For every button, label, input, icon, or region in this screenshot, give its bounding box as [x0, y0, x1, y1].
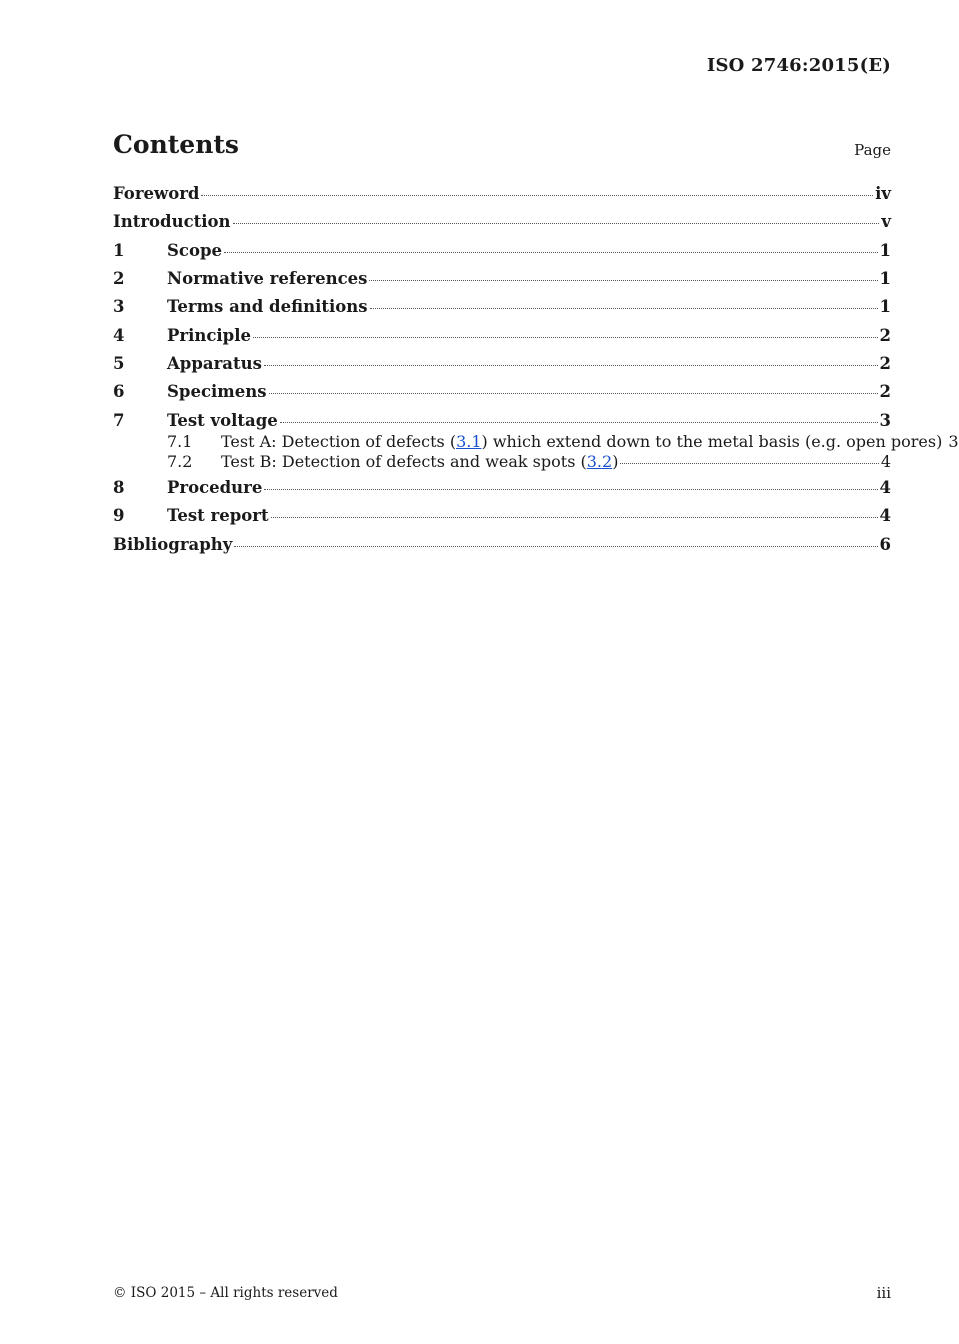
toc-entry-title: Normative references [167, 269, 368, 288]
dot-leader [369, 280, 877, 281]
clause-link-3-1[interactable]: 3.1 [456, 432, 482, 451]
dot-leader [370, 308, 878, 309]
toc-entry-page: 3 [948, 432, 959, 451]
toc-entry-page: 1 [879, 241, 891, 260]
toc-subentry-7-1[interactable] [113, 432, 959, 451]
toc-entry-number: 2 [113, 269, 125, 288]
toc-entry-title: Test report [167, 506, 269, 525]
page-number: iii [876, 1284, 891, 1302]
toc-entry-page: 4 [879, 478, 891, 497]
toc-entry-page: 2 [879, 326, 891, 345]
toc-entry-procedure[interactable] [113, 478, 891, 497]
dot-leader [271, 517, 878, 518]
toc-entry-page: iv [875, 184, 891, 203]
dot-leader [264, 489, 877, 490]
toc-entry-page: 2 [879, 354, 891, 373]
toc-entry-title: Terms and definitions [167, 297, 368, 316]
document-id: ISO 2746:2015(E) [706, 55, 891, 76]
page-column-label: Page [854, 141, 891, 159]
toc-entry-page: 4 [879, 506, 891, 525]
dot-leader [234, 546, 877, 547]
toc-entry-number: 7.1 [167, 432, 193, 451]
toc-entry-number: 6 [113, 382, 125, 401]
toc-entry-number: 1 [113, 241, 125, 260]
toc-entry-terms-and-definitions[interactable] [113, 297, 891, 316]
toc-entry-title: Scope [167, 241, 223, 260]
dot-leader [224, 252, 878, 253]
toc-entry-number: 4 [113, 326, 125, 345]
toc-entry-foreword[interactable] [113, 184, 891, 203]
toc-entry-title: Introduction [113, 212, 231, 231]
toc-entry-test-voltage[interactable] [113, 411, 891, 430]
toc-subentry-7-2[interactable] [113, 452, 891, 471]
dot-leader [944, 443, 946, 444]
toc-entry-page: 2 [879, 382, 891, 401]
dot-leader [233, 223, 880, 224]
copyright-notice: © ISO 2015 – All rights reserved [113, 1285, 338, 1301]
toc-entry-number: 8 [113, 478, 125, 497]
toc-entry-page: v [881, 212, 891, 231]
toc-entry-bibliography[interactable] [113, 535, 891, 554]
toc-entry-page: 1 [879, 297, 891, 316]
toc-entry-title: Bibliography [113, 535, 233, 554]
page-title: Contents [113, 130, 240, 159]
dot-leader [253, 337, 878, 338]
toc-entry-specimens[interactable] [113, 382, 891, 401]
toc-entry-title: Procedure [167, 478, 263, 497]
dot-leader [201, 195, 873, 196]
toc-entry-title: Apparatus [167, 354, 262, 373]
toc-entry-number: 9 [113, 506, 125, 525]
dot-leader [280, 422, 878, 423]
toc-entry-title: Specimens [167, 382, 267, 401]
toc-entry-title: Test A: Detection of defects (3.1) which extend down to the metal basis (e.g. open pores) [221, 432, 943, 451]
toc-entry-introduction[interactable] [113, 212, 891, 231]
toc-entry-number: 7 [113, 411, 125, 430]
toc-entry-number: 5 [113, 354, 125, 373]
toc-entry-number: 3 [113, 297, 125, 316]
toc-entry-normative-references[interactable] [113, 269, 891, 288]
toc-entry-page: 3 [879, 411, 891, 430]
toc-entry-apparatus[interactable] [113, 354, 891, 373]
toc-entry-page: 4 [880, 452, 891, 471]
toc-entry-title: Test B: Detection of defects and weak spots (3.2) [221, 452, 619, 471]
dot-leader [620, 463, 878, 464]
toc-entry-test-report[interactable] [113, 506, 891, 525]
clause-link-3-2[interactable]: 3.2 [586, 452, 613, 471]
toc-entry-number: 7.2 [167, 452, 193, 471]
toc-entry-title: Test voltage [167, 411, 278, 430]
toc-entry-page: 1 [879, 269, 891, 288]
toc-entry-title: Foreword [113, 184, 200, 203]
toc-entry-title: Principle [167, 326, 251, 345]
dot-leader [264, 365, 878, 366]
toc-entry-scope[interactable] [113, 241, 891, 260]
toc-entry-page: 6 [879, 535, 891, 554]
dot-leader [269, 393, 878, 394]
toc-entry-principle[interactable] [113, 326, 891, 345]
